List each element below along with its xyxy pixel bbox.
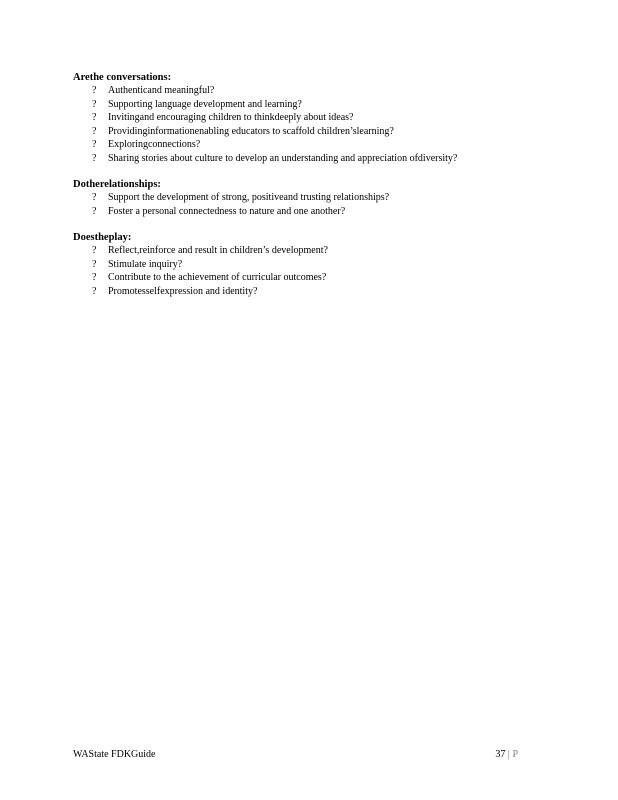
- list-item: [73, 285, 553, 299]
- list-item-text: Foster a personal connectedness to nature and one another?: [108, 205, 346, 217]
- list-item-text: Exploringconnections?: [108, 139, 201, 150]
- bullet-glyph: ?: [92, 152, 97, 164]
- bullet-glyph: ?: [92, 112, 97, 123]
- list-item-text: Support the development of strong, positiveand trusting relationships?: [108, 192, 390, 203]
- list-item-text: Authenticand meaningful?: [108, 85, 215, 96]
- section-heading: Dotherelationships:: [73, 179, 161, 190]
- page-number: 37: [495, 749, 506, 760]
- section-heading: Arethe conversations:: [73, 72, 172, 83]
- footer-separator: |: [507, 749, 510, 760]
- list-item: [73, 98, 553, 112]
- list-item-text: Invitingand encouraging children to thinkdeeply about ideas?: [108, 112, 354, 123]
- bullet-glyph: ?: [92, 245, 97, 256]
- list-item-text: Providinginformationenabling educators to scaffold children’slearning?: [108, 125, 394, 137]
- bullet-glyph: ?: [92, 272, 97, 283]
- section-play: [73, 231, 553, 298]
- footer-page-letter: P: [512, 749, 518, 760]
- list-item: [73, 84, 553, 98]
- list-item: [73, 205, 553, 219]
- list-item-text: Promotesselfexpression and identity?: [108, 285, 258, 297]
- bullet-glyph: ?: [92, 205, 97, 217]
- footer-page-info: [495, 747, 518, 763]
- bullet-glyph: ?: [92, 192, 97, 203]
- list-item: [73, 258, 553, 272]
- page-footer: [73, 747, 518, 763]
- list-item-text: Contribute to the achievement of curricular outcomes?: [108, 272, 327, 283]
- list-item: [73, 125, 553, 139]
- section-heading: Doestheplay:: [73, 232, 132, 243]
- list-item: [73, 152, 553, 166]
- bullet-glyph: ?: [92, 98, 97, 110]
- list-item-text: Sharing stories about culture to develop an understanding and appreciation ofdiversity?: [108, 152, 458, 164]
- question-list: [73, 244, 553, 298]
- question-list: [73, 191, 553, 218]
- bullet-glyph: ?: [92, 85, 97, 96]
- footer-document-title: WAState FDKGuide: [73, 749, 156, 760]
- list-item-text: Reflect,reinforce and result in children’s development?: [108, 245, 328, 256]
- bullet-glyph: ?: [92, 258, 97, 270]
- list-item: [73, 191, 553, 205]
- bullet-glyph: ?: [92, 285, 97, 297]
- bullet-glyph: ?: [92, 139, 97, 150]
- bullet-glyph: ?: [92, 125, 97, 137]
- section-relationships: [73, 178, 553, 218]
- list-item: [73, 271, 553, 285]
- list-item: [73, 244, 553, 258]
- list-item-text: Stimulate inquiry?: [108, 258, 183, 270]
- list-item: [73, 111, 553, 125]
- page-content: [73, 71, 553, 311]
- section-conversations: [73, 71, 553, 165]
- question-list: [73, 84, 553, 165]
- list-item: [73, 138, 553, 152]
- list-item-text: Supporting language development and learning?: [108, 98, 302, 110]
